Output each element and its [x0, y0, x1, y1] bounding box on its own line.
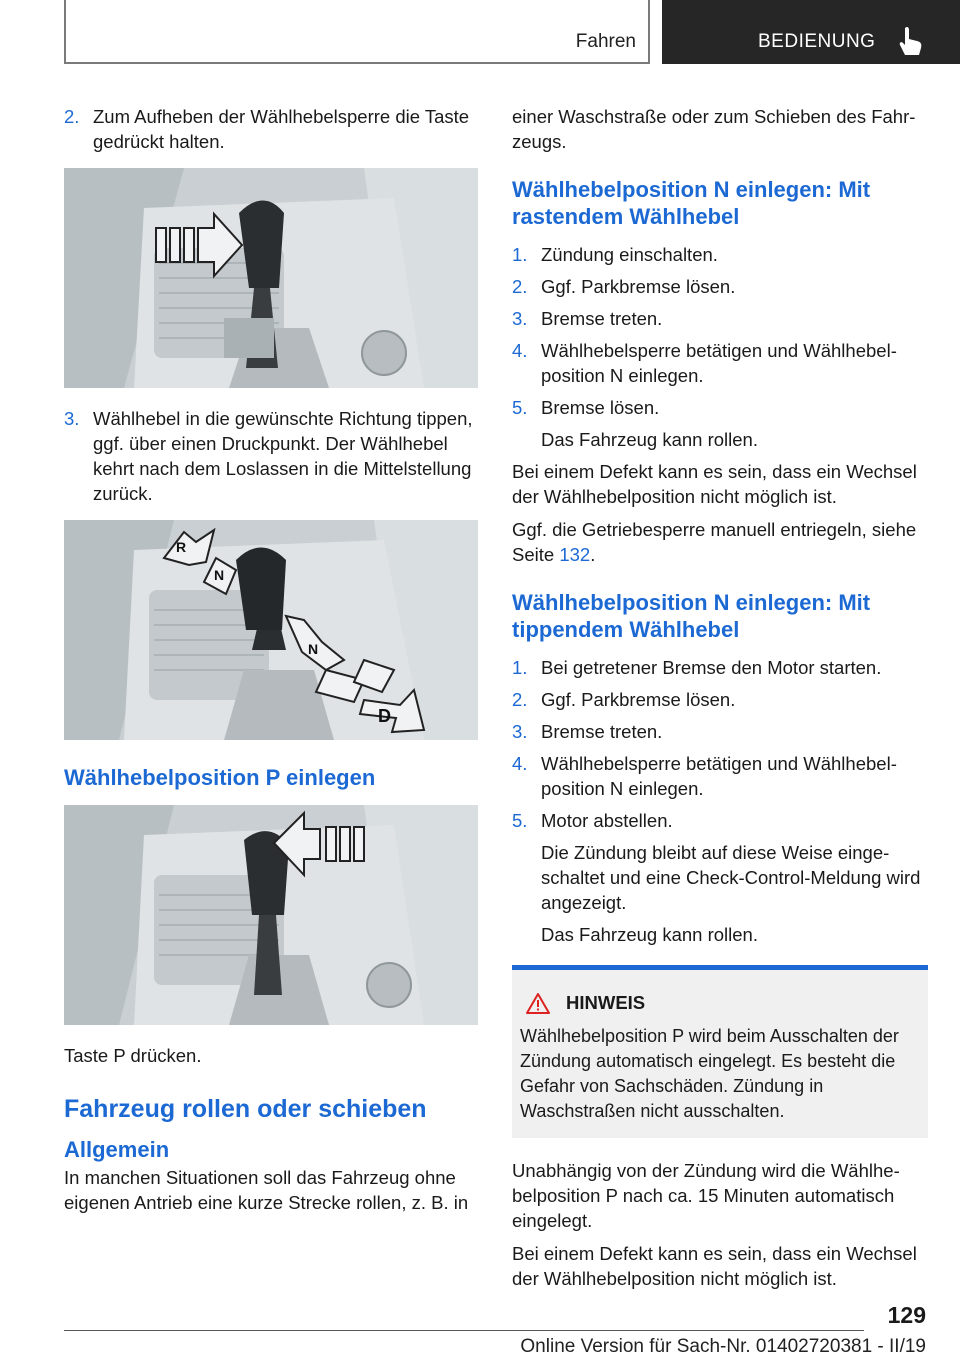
steps-detent-list: [512, 242, 928, 452]
figure-selector-lever-unlock: [64, 168, 478, 388]
list-text: Zündung einschalten.: [541, 244, 718, 265]
list-item: [512, 719, 928, 744]
step-note: Das Fahrzeug kann rollen.: [541, 924, 758, 945]
list-text: Bremse treten.: [541, 721, 663, 742]
page-number: 129: [887, 1302, 926, 1328]
list-number: 2.: [512, 276, 528, 297]
notice-title: [520, 992, 922, 1014]
list-item: [512, 338, 928, 388]
footer-divider: [64, 1330, 864, 1331]
list-item: [512, 808, 928, 833]
list-item: [512, 274, 928, 299]
footer-online-version: Online Version für Sach-Nr. 01402720381 - II/19: [520, 1336, 926, 1357]
warning-triangle-icon: [526, 992, 550, 1014]
list-item: [64, 104, 478, 154]
list-text: Motor abstellen.: [541, 810, 673, 831]
notice-body: Wählhebelposition P wird beim Ausschalten der Zündung automatisch eingelegt. Es besteht die Gefahr von Sachschäden. Zündung in Waschstraßen nicht ausschalten.: [520, 1026, 899, 1121]
heading-general: Allgemein: [64, 1137, 170, 1162]
list-item: [512, 751, 928, 801]
list-number: 5.: [512, 397, 528, 418]
fig-label-r: R: [176, 539, 187, 555]
unlock-text: [512, 517, 928, 567]
auto-p-text: Unabhängig von der Zündung wird die Wählhebelposition P nach ca. 15 Minuten automatisch eingelegt.: [512, 1160, 900, 1231]
heading-select-n-detent: Wählhebelposition N einlegen: Mit rastendem Wählhebel: [512, 177, 871, 229]
steps-tip-list: [512, 655, 928, 947]
heading-select-n-tip: Wählhebelposition N einlegen: Mit tippendem Wählhebel: [512, 590, 871, 642]
list-number: 3.: [64, 408, 80, 429]
list-text: Bremse lösen.: [541, 397, 660, 418]
list-item: [512, 242, 928, 267]
fig-label-n-upper: N: [214, 567, 225, 583]
heading-roll-push: Fahrzeug rollen oder schieben: [64, 1095, 427, 1123]
fig-label-d: D: [378, 706, 391, 726]
fig-label-n-lower: N: [308, 641, 319, 657]
list-text: Bei getretener Bremse den Motor starten.: [541, 657, 882, 678]
notice-title-text: HINWEIS: [566, 992, 646, 1013]
page-reference-link[interactable]: 132: [559, 544, 591, 565]
header-section-tab: [64, 0, 650, 64]
list-number: 2.: [64, 106, 80, 127]
list-item: [512, 306, 928, 331]
hand-pointer-icon: [897, 26, 925, 56]
list-number: 4.: [512, 753, 528, 774]
unlock-text-post: .: [590, 544, 596, 565]
list-text: Wählhebel in die gewünschte Richtung tippen, ggf. über einen Druckpunkt. Der Wählhebel kehrt nach dem Loslassen in die Mittelstellung zurück.: [93, 408, 473, 504]
heading-select-p: Wählhebelposition P einlegen: [64, 765, 376, 790]
header-chapter-label: BEDIENUNG: [758, 31, 876, 52]
list-text: Ggf. Parkbremse lösen.: [541, 689, 736, 710]
list-number: 2.: [512, 689, 528, 710]
list-number: 3.: [512, 721, 528, 742]
list-number: 3.: [512, 308, 528, 329]
continued-text: einer Waschstraße oder zum Schieben des Fahrzeugs.: [512, 106, 916, 152]
list-text: Zum Aufheben der Wählhebelsperre die Taste gedrückt halten.: [93, 106, 470, 152]
list-text: Ggf. Parkbremse lösen.: [541, 276, 736, 297]
list-text: Wählhebelsperre betätigen und Wählhebelposition N einlegen.: [541, 340, 897, 386]
list-number: 1.: [512, 657, 528, 678]
list-item: [512, 655, 928, 680]
notice-box: [512, 965, 928, 1138]
left-column: [64, 104, 478, 1223]
list-item: [512, 687, 928, 712]
general-text: In manchen Situationen soll das Fahrzeug ohne eigenen Antrieb eine kurze Strecke rollen, z. B. in: [64, 1167, 469, 1213]
instruction-press-p: Taste P drücken.: [64, 1045, 202, 1066]
list-number: 5.: [512, 810, 528, 831]
header-section-label: Fahren: [575, 31, 636, 52]
list-text: Bremse treten.: [541, 308, 663, 329]
defect-text: Bei einem Defekt kann es sein, dass ein Wechsel der Wählhebelposition nicht möglich ist.: [512, 1243, 917, 1289]
figure-selector-lever-directions: [64, 520, 478, 740]
right-column: [512, 104, 928, 1299]
defect-text: Bei einem Defekt kann es sein, dass ein Wechsel der Wählhebelposition nicht möglich ist.: [512, 461, 917, 507]
list-item: [64, 406, 478, 506]
list-number: 4.: [512, 340, 528, 361]
list-number: 1.: [512, 244, 528, 265]
list-item: [512, 395, 928, 420]
header-chapter-tab: [662, 0, 960, 64]
step-note: Das Fahrzeug kann rollen.: [541, 429, 758, 450]
list-text: Wählhebelsperre betätigen und Wählhebelposition N einlegen.: [541, 753, 897, 799]
figure-selector-lever-park: [64, 805, 478, 1025]
step-note: Die Zündung bleibt auf diese Weise eingeschaltet und eine Check-Control-Meldung wird angezeigt.: [541, 842, 921, 913]
unlock-text-pre: Ggf. die Getriebesperre manuell entriegeln, siehe Seite: [512, 519, 917, 565]
